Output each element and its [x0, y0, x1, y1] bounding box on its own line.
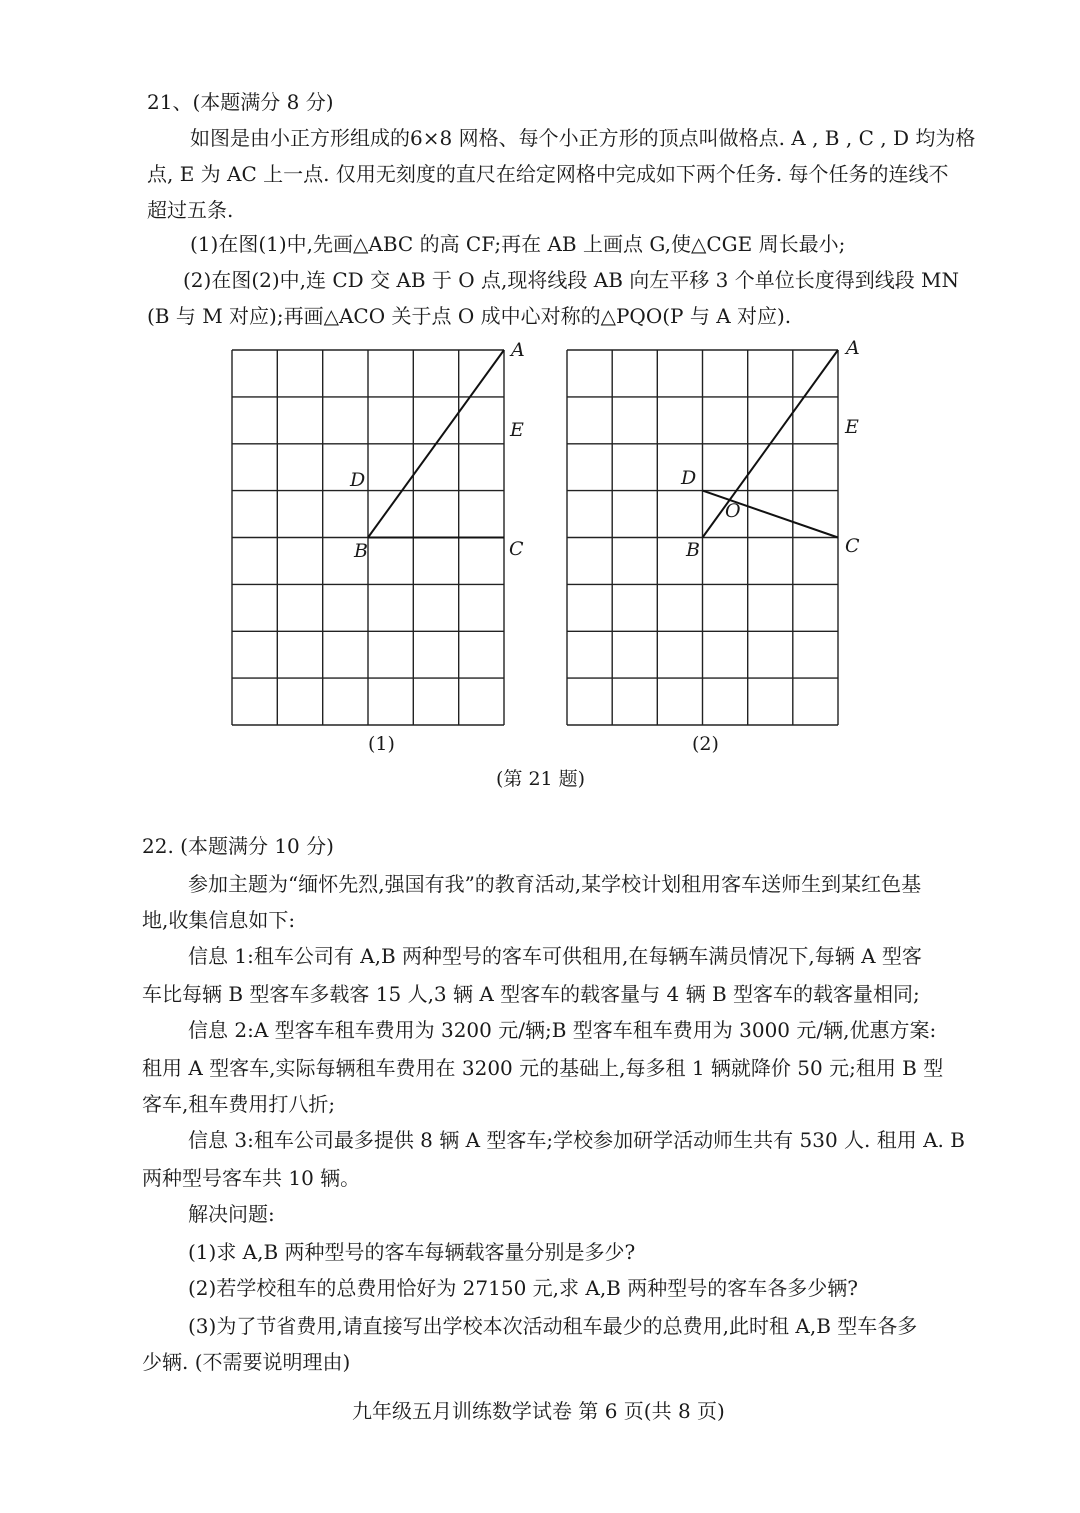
q22-header: 22. (本题满分 10 分): [142, 834, 334, 858]
q21-header: 21、(本题满分 8 分): [147, 90, 334, 114]
fig2-label-d: D: [681, 467, 697, 489]
fig2-label-o: O: [725, 500, 741, 522]
fig1-label-c: C: [509, 538, 524, 560]
q22-line-5: 信息 2:A 型客车租车费用为 3200 元/辆;B 型客车租车费用为 3000 元/辆,优惠方案:: [188, 1018, 937, 1042]
q22-line-9: 两种型号客车共 10 辆。: [142, 1166, 361, 1190]
q22-line-3: 信息 1:租车公司有 A,B 两种型号的客车可供租用,在每辆车满员情况下,每辆 A 型客: [188, 944, 922, 968]
fig1-label-d: D: [350, 469, 366, 491]
figure-1-caption: (1): [368, 733, 395, 755]
fig1-label-e: E: [510, 419, 524, 441]
q21-task-2: (2)在图(2)中,连 CD 交 AB 于 O 点,现将线段 AB 向左平移 3 个单位长度得到线段 MN: [183, 268, 960, 292]
page-footer: 九年级五月训练数学试卷 第 6 页(共 8 页): [352, 1399, 725, 1423]
q22-line-2: 地,收集信息如下:: [142, 908, 296, 932]
q22-part-2: (2)若学校租车的总费用恰好为 27150 元,求 A,B 两种型号的客车各多少辆?: [188, 1276, 858, 1300]
q22-part-1: (1)求 A,B 两种型号的客车每辆载客量分别是多少?: [188, 1240, 636, 1264]
fig1-label-b: B: [354, 540, 368, 562]
fig2-label-b: B: [686, 539, 700, 561]
q22-line-7: 客车,租车费用打八折;: [142, 1092, 336, 1116]
fig2-label-a: A: [846, 337, 860, 359]
fig2-label-e: E: [845, 416, 859, 438]
q21-task-2-cont: (B 与 M 对应);再画△ACO 关于点 O 成中心对称的△PQO(P 与 A 对应).: [147, 304, 792, 328]
q22-line-10: 解决问题:: [188, 1202, 275, 1226]
q22-part-3: (3)为了节省费用,请直接写出学校本次活动租车最少的总费用,此时租 A,B 型车各多: [188, 1314, 918, 1338]
q22-line-8: 信息 3:租车公司最多提供 8 辆 A 型客车;学校参加研学活动师生共有 530 人. 租用 A. B: [188, 1128, 965, 1152]
segment-dc-fig2: [703, 491, 839, 538]
figure-caption: (第 21 题): [496, 768, 586, 790]
fig2-label-c: C: [845, 535, 860, 557]
q21-para-line-1: 如图是由小正方形组成的6×8 网格、每个小正方形的顶点叫做格点. A , B , C , D 均为格: [190, 126, 976, 150]
q22-part-3-cont: 少辆. (不需要说明理由): [142, 1350, 351, 1374]
q22-line-6: 租用 A 型客车,实际每辆租车费用在 3200 元的基础上,每多租 1 辆就降价 50 元;租用 B 型: [142, 1056, 944, 1080]
fig1-label-a: A: [511, 339, 525, 361]
q21-para-line-2: 点, E 为 AC 上一点. 仅用无刻度的直尺在给定网格中完成如下两个任务. 每个任务的连线不: [147, 162, 949, 186]
q22-line-1: 参加主题为“缅怀先烈,强国有我”的教育活动,某学校计划租用客车送师生到某红色基: [188, 872, 922, 896]
q21-para-line-3: 超过五条.: [147, 198, 234, 222]
q22-line-4: 车比每辆 B 型客车多载客 15 人,3 辆 A 型客车的载客量与 4 辆 B 型客车的载客量相同;: [142, 982, 920, 1006]
q21-task-1: (1)在图(1)中,先画△ABC 的高 CF;再在 AB 上画点 G,使△CGE 周长最小;: [190, 232, 846, 256]
figure-2-caption: (2): [692, 733, 719, 755]
